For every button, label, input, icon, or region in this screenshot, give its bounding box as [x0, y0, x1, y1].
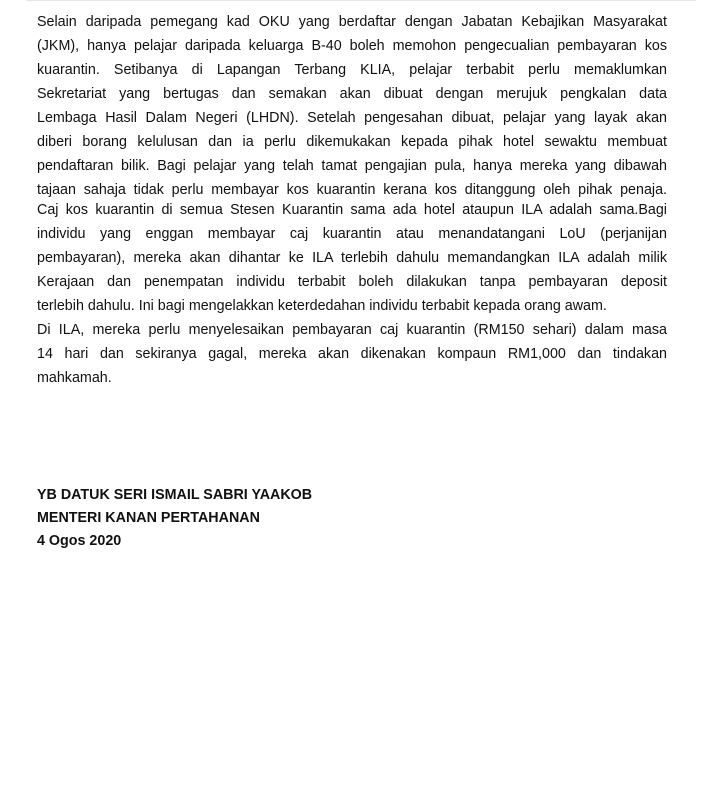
- text-line: Di ILA, mereka perlu menyelesaikan pembayaran caj kuarantin (RM150 sehari) dalam masa: [37, 322, 667, 338]
- text-line: kuarantin. Setibanya di Lapangan Terbang KLIA, pelajar terbabit perlu memaklumkan: [37, 62, 667, 78]
- text-line: terlebih dahulu. Ini bagi mengelakkan keterdedahan individu terbabit kepada orang awam.: [37, 298, 607, 314]
- text-line: Sekretariat yang bertugas dan semakan akan dibuat dengan merujuk pengkalan data: [37, 86, 667, 102]
- text-line: Selain daripada pemegang kad OKU yang berdaftar dengan Jabatan Kebajikan Masyarakat: [37, 14, 667, 30]
- text-line: tajaan sahaja tidak perlu membayar kos kuarantin kerana kos ditanggung oleh pihak penaja.: [37, 182, 667, 198]
- text-line: individu yang enggan membayar caj kuarantin atau menandatangani LoU (perjanijan: [37, 226, 667, 242]
- paragraph-quarantine-charges: [37, 198, 667, 318]
- text-line: diberi borang kelulusan dan ia perlu dikemukakan kepada pihak hotel sewaktu membuat: [37, 134, 667, 150]
- text-line: 14 hari dan sekiranya gagal, mereka akan dikenakan kompaun RM1,000 dan tindakan: [37, 346, 667, 362]
- signature-date: 4 Ogos 2020: [37, 533, 122, 549]
- text-line: Caj kos kuarantin di semua Stesen Kuarantin sama ada hotel ataupun ILA adalah sama.Bagi: [37, 202, 667, 218]
- text-line: Lembaga Hasil Dalam Negeri (LHDN). Setelah pengesahan dibuat, pelajar yang layak akan: [37, 110, 667, 126]
- paragraph-quarantine-exemption: [37, 10, 667, 202]
- page-top-border: [26, 0, 696, 1]
- text-line: Kerajaan dan penempatan individu terbabit boleh dilakukan tanpa pembayaran deposit: [37, 274, 667, 290]
- text-line: mahkamah.: [37, 370, 112, 386]
- signature-block: [37, 484, 312, 553]
- text-line: (JKM), hanya pelajar daripada keluarga B-40 boleh memohon pengecualian pembayaran kos: [37, 38, 667, 54]
- paragraph-ila-payment: [37, 318, 667, 390]
- signatory-title: MENTERI KANAN PERTAHANAN: [37, 510, 260, 526]
- signatory-name: YB DATUK SERI ISMAIL SABRI YAAKOB: [37, 487, 313, 503]
- text-line: pembayaran), mereka akan dihantar ke ILA terlebih dahulu memandangkan ILA adalah milik: [37, 250, 667, 266]
- text-line: pendaftaran bilik. Bagi pelajar yang telah tamat pengajian pula, hanya mereka yang dibawah: [37, 158, 667, 174]
